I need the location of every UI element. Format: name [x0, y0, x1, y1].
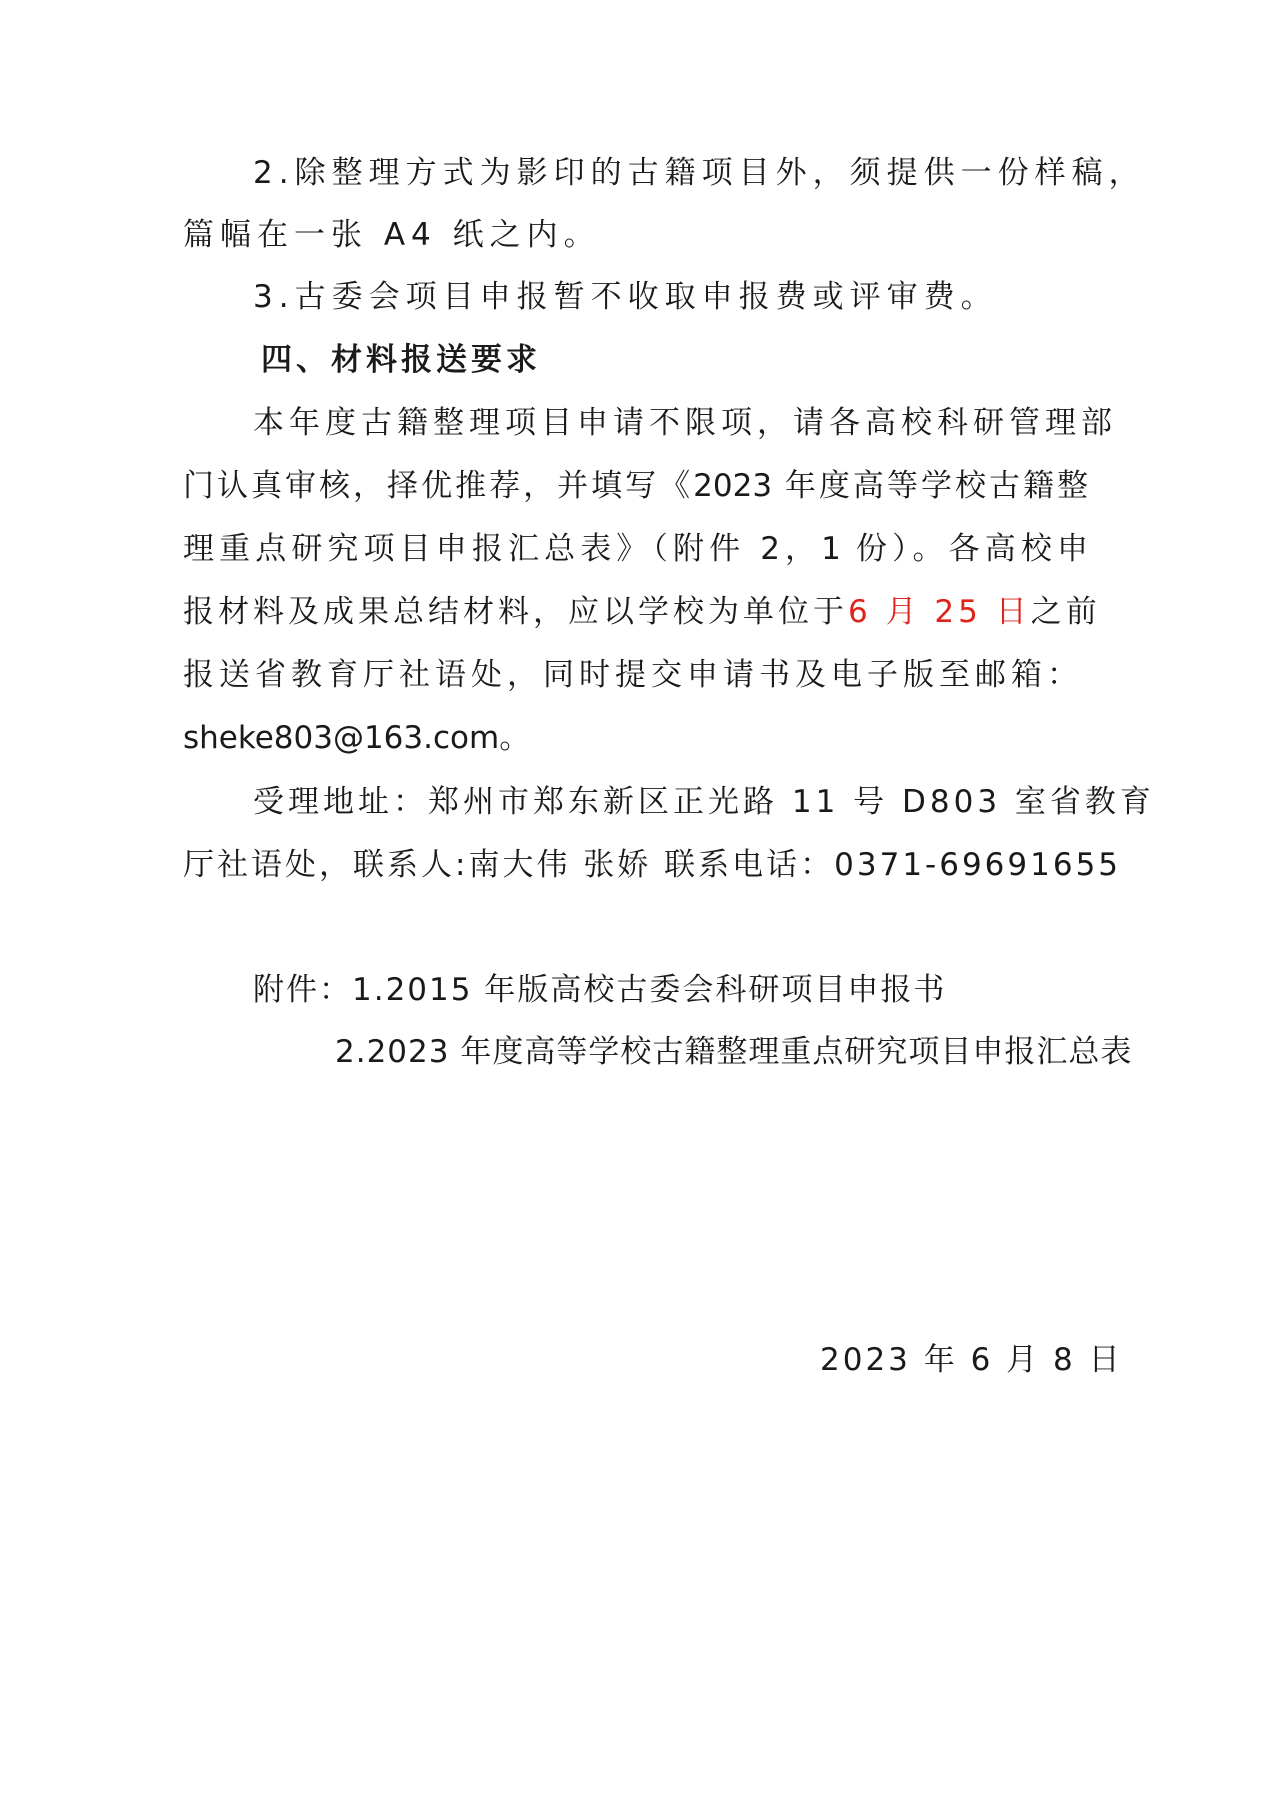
address-line-2: 厅社语处，联系人:南大伟 张娇 联系电话：0371-69691655: [183, 847, 1122, 883]
item-2-line-1: 2.除整理方式为影印的古籍项目外，须提供一份样稿，: [253, 155, 1146, 191]
address-line-1: 受理地址：郑州市郑东新区正光路 11 号 D803 室省教育: [253, 784, 1155, 820]
document-date: 2023 年 6 月 8 日: [820, 1342, 1123, 1378]
para-1-line-4-start: 报材料及成果总结材料，应以学校为单位于: [183, 594, 848, 630]
attachment-2: 2.2023 年度高等学校古籍整理重点研究项目申报汇总表: [335, 1034, 1133, 1070]
para-1-line-4: [183, 592, 1101, 632]
para-1-line-5: 报送省教育厅社语处，同时提交申请书及电子版至邮箱：: [183, 657, 1083, 693]
attachment-1: 附件：1.2015 年版高校古委会科研项目申报书: [253, 972, 947, 1008]
item-3: 3.古委会项目申报暂不收取申报费或评审费。: [253, 279, 998, 315]
deadline-date: 6 月 25 日: [848, 594, 1031, 630]
contact-email: sheke803@163.com。: [183, 720, 531, 756]
para-1-line-3: 理重点研究项目申报汇总表》（附件 2，1 份）。各高校申: [183, 531, 1088, 567]
item-2-line-2: 篇幅在一张 A4 纸之内。: [183, 217, 601, 253]
section-4-heading: 四、材料报送要求: [261, 342, 541, 378]
para-1-line-1: 本年度古籍整理项目申请不限项，请各高校科研管理部: [253, 405, 1117, 441]
para-1-line-2: 门认真审核，择优推荐，并填写《2023 年度高等学校古籍整: [183, 468, 1088, 504]
para-1-line-4-end: 之前: [1030, 594, 1101, 630]
